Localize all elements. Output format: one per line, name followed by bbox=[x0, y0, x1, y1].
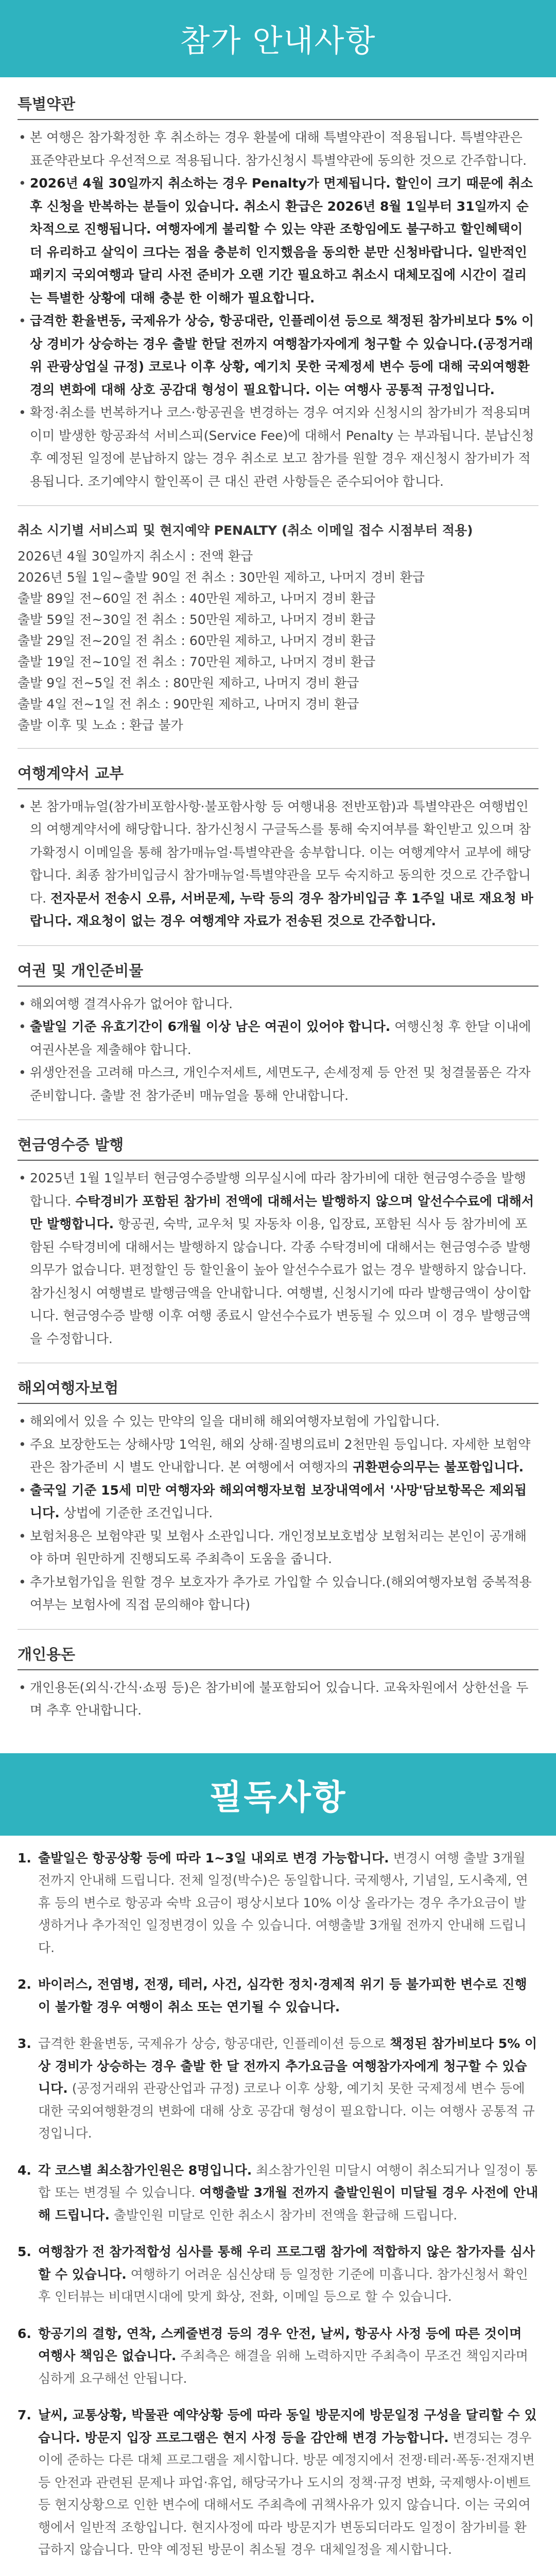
page-title: 참가 안내사항 bbox=[180, 23, 376, 59]
notice-number: 3. bbox=[18, 2036, 31, 2051]
notice-item bbox=[18, 2032, 538, 2145]
notice-number: 5. bbox=[18, 2244, 31, 2259]
body-text: 추가보험가입을 원할 경우 보호자가 추가로 가입할 수 있습니다.(해외여행자보험 중복적용 여부는 보험사에 직접 문의해야 합니다) bbox=[30, 1574, 532, 1612]
body-text: 여행하기 어려운 심신상태 등 일정한 기준에 미흡니다. 참가신청서 확인 후 인터뷰는 비대면시대에 맞게 화상, 전화, 이메일 등으로 할 수 있습니다. bbox=[38, 2266, 528, 2304]
individual-title: 개인용돈 bbox=[18, 1645, 76, 1663]
notice-number: 2. bbox=[18, 1977, 31, 1992]
body-text: 해외여행 결격사유가 없어야 합니다. bbox=[30, 996, 233, 1011]
emphasis-text: 귀환편승의무는 불포함입니다. bbox=[352, 1460, 524, 1475]
notice-text bbox=[38, 1847, 538, 1959]
divider bbox=[18, 1160, 538, 1161]
body-text: 상법에 기준한 조건입니다. bbox=[59, 1505, 213, 1520]
penalty-list bbox=[18, 546, 538, 736]
notice-text bbox=[38, 2159, 538, 2227]
list-item bbox=[18, 126, 538, 172]
emphasis-text: 2026년 4월 30일까지 취소하는 경우 Penalty가 면제됩니다. 할인이 크기 때문에 취소 후 신청을 반복하는 분들이 있습니다. 취소시 환급은 2026년 8월 1일부터 31일까지 순차적으로 진행됩니다. 여행자에게 불리할 수 있는 약관 조항임에도 불구하고 할인혜택이 더 유리하고 살익이 크다는 점을 충분히 인지했음을 동의한 분만 신청바랍니다. 일반적인 패키지 국외여행과 달리 사전 준비가 오랜 기간 필요하고 취소시 대체모집에 시간이 걸리는 특별한 상황에 대해 충분 한 이해가 필요합니다. bbox=[30, 176, 533, 306]
divider bbox=[18, 945, 538, 946]
guide-content bbox=[0, 77, 556, 1722]
passport-list bbox=[18, 993, 538, 1108]
list-item bbox=[18, 310, 538, 401]
list-item bbox=[18, 795, 538, 933]
body-text: 위생안전을 고려해 마스크, 개인수저세트, 세면도구, 손세정제 등 안전 및 청결물품은 각자 준비합니다. 출발 전 참가준비 매뉴얼을 통해 안내합니다. bbox=[30, 1065, 531, 1103]
body-text: 본 참가매뉴얼(참가비포함사항·불포함사항 등 여행내용 전반포함)과 특별약관은 여행법인의 여행계약서에 해당합니다. 참가신청시 구글독스를 통해 숙지여부를 확인받고 있으며 참가확정시 이메일을 통해 참가매뉴얼·특별약관을 송부합니다. 이는 여행계약서 교부에 해당합니다. 최종 참가비입금시 참가매뉴얼·특별약관을 모두 숙지하고 동의한 것으로 간주합니다. bbox=[30, 799, 531, 906]
individual-list bbox=[18, 1676, 538, 1722]
emphasis-text: 수탁경비가 포함된 참가비 전액에 대해서는 발행하지 않으며 알선수수료에 대해서만 발행합니다. bbox=[30, 1193, 534, 1231]
emphasis-text: 날씨, 교통상황, 박물관 예약상황 등에 따라 동일 방문지에 방문일정 구성을 달리할 수 있습니다. 방문지 입장 프로그램은 현지 사정 등을 감안해 변경 가능합니다. bbox=[38, 2408, 537, 2445]
penalty-row: 출발 이후 및 노쇼 : 환급 불가 bbox=[18, 717, 183, 733]
special-terms-list bbox=[18, 126, 538, 493]
notice-text bbox=[38, 2241, 538, 2308]
passport-title: 여권 및 개인준비물 bbox=[18, 961, 144, 979]
list-item bbox=[18, 172, 538, 310]
divider bbox=[18, 505, 538, 506]
body-text: 변경되는 경우 이에 준하는 다른 대체 프로그램을 제시합니다. 방문 예정지에서 전쟁·테러·폭동·전재지변 등 안전과 관련된 문제나 파업·휴업, 해당국가나 도시의 정책·규정 변화, 국제행사·이벤트 등 현지상황으로 인한 변수에 대해서도 주최측에 귀책사유가 있지 않습니다. 이는 국외여행에서 일반적 조항입니다. 현지사정에 따라 방문지가 변동되더라도 일정이 참가비를 환급하지 않습니다. 만약 예정된 방문이 취소될 경우 대체일정을 제시합니다. bbox=[38, 2430, 535, 2557]
penalty-row: 2026년 5월 1일~출발 90일 전 취소 : 30만원 제하고, 나머지 경비 환급 bbox=[18, 569, 425, 585]
body-text: 주요 보장한도는 상해사망 1억원, 해외 상해·질병의료비 2천만원 등입니다. 자세한 보험약관은 참가준비 시 별도 안내합니다. 본 여행에서 여행자의 bbox=[30, 1436, 531, 1475]
body-text: 2025년 1월 1일부터 현금영수증발행 의무실시에 따라 참가비에 대한 현금영수증을 발행합니다. bbox=[30, 1171, 526, 1209]
list-item bbox=[18, 1525, 538, 1571]
receipt-title: 현금영수증 발행 bbox=[18, 1136, 124, 1154]
divider bbox=[18, 1403, 538, 1404]
emphasis-text: 급격한 환율변동, 국제유가 상승, 항공대란, 인플레이션 등으로 책정된 참가비보다 5% 이상 경비가 상승하는 경우 출발 한달 전까지 여행참가자에게 청구할 수 있습니다.(공정거래위 관광상업실 규정) 코로나 이후 상황, 예기치 못한 국제정세 변수 등에 대해 국외여행환경의 변화에 대해 상호 공감대 형성이 필요합니다. 이는 여행사 공통적 규정입니다. bbox=[30, 313, 534, 397]
divider bbox=[18, 748, 538, 749]
penalty-row: 출발 4일 전~1일 전 취소 : 90만원 제하고, 나머지 경비 환급 bbox=[18, 696, 359, 711]
emphasis-text: 전자문서 전송시 오류, 서버문제, 누락 등의 경우 참가비입금 후 1주일 내로 재요청 바랍니다. 재요청이 없는 경우 여행계약 자료가 전송된 것으로 간주합니다. bbox=[30, 890, 533, 928]
divider bbox=[18, 1669, 538, 1670]
notice-number: 6. bbox=[18, 2326, 31, 2341]
body-text: 본 여행은 참가확정한 후 취소하는 경우 환불에 대해 특별약관이 적용됩니다. 특별약관은 표준약관보다 우선적으로 적용됩니다. 참가신청시 특별약관에 동의한 것으로 간주합니다. bbox=[30, 130, 527, 168]
body-text: 확정·취소를 번복하거나 코스·항공권을 변경하는 경우 여지와 신청시의 참가비가 적용되며 이미 발생한 항공좌석 서비스피(Service Fee)에 대해서 Penalty 는 부과됩니다. 분납신청 후 예정된 일정에 분납하지 않는 경우 취소로 보고 참가를 원할 경우 재신청시 참가비가 적용됩니다. 조기예약시 할인폭이 큰 대신 관련 사항들은 준수되어야 합니다. bbox=[30, 405, 534, 489]
contract-title: 여행계약서 교부 bbox=[18, 764, 124, 782]
special-terms-title: 특별약관 bbox=[18, 95, 76, 113]
list-item bbox=[18, 993, 538, 1016]
list-item bbox=[18, 1571, 538, 1617]
emphasis-text: 여행출발 3개월 전까지 출발인원이 미달될 경우 사전에 안내해 드립니다. bbox=[38, 2185, 538, 2223]
list-item bbox=[18, 1015, 538, 1061]
notice-number: 4. bbox=[18, 2162, 31, 2178]
notice-number: 7. bbox=[18, 2408, 31, 2422]
emphasis-text: 출국일 기준 15세 미만 여행자와 해외여행자보험 보장내역에서 '사망'담보항목은 제외됩니다. bbox=[30, 1482, 527, 1520]
penalty-title: 취소 시기별 서비스피 및 현지예약 PENALTY (취소 이메일 접수 시점부터 적용) bbox=[18, 523, 473, 538]
emphasis-text: 출발일 기준 유효기간이 6개월 이상 남은 여권이 있어야 합니다. bbox=[30, 1019, 391, 1034]
notice-text bbox=[38, 1973, 538, 2018]
penalty-row: 출발 59일 전~30일 전 취소 : 50만원 제하고, 나머지 경비 환급 bbox=[18, 612, 376, 627]
emphasis-text: 항공기의 결항, 연착, 스케줄변경 등의 경우 안전, 날씨, 항공사 사정 등에 따른 것이며 여행사 책임은 없습니다. bbox=[38, 2326, 522, 2363]
body-text: 주최측은 해결을 위해 노력하지만 주최측이 무조건 책임지라며 심하게 요구해선 안됩니다. bbox=[38, 2348, 528, 2386]
penalty-row: 출발 89일 전~60일 전 취소 : 40만원 제하고, 나머지 경비 환급 bbox=[18, 590, 376, 606]
penalty-row: 출발 9일 전~5일 전 취소 : 80만원 제하고, 나머지 경비 환급 bbox=[18, 675, 359, 690]
body-text: 급격한 환율변동, 국제유가 상승, 항공대란, 인플레이션 등으로 bbox=[38, 2036, 390, 2051]
body-text: 여행신청 후 한달 이내에 여권사본을 제출해야 합니다. bbox=[30, 1019, 531, 1057]
list-item bbox=[18, 1410, 538, 1433]
divider bbox=[18, 788, 538, 789]
emphasis-text: 출발일은 항공상황 등에 따라 1~3일 내외로 변경 가능합니다. bbox=[38, 1850, 389, 1866]
divider bbox=[18, 986, 538, 987]
contract-list bbox=[18, 795, 538, 933]
notice-title: 필독사항 bbox=[209, 1777, 347, 1817]
notice-banner bbox=[0, 1753, 556, 1836]
insurance-list bbox=[18, 1410, 538, 1617]
list-item bbox=[18, 1433, 538, 1479]
body-text: 최소참가인원 미달시 여행이 취소되거나 일정이 통합 또는 변경될 수 있습니다. bbox=[38, 2162, 538, 2200]
list-item bbox=[18, 401, 538, 493]
body-text: 출발인원 미달로 인한 취소시 참가비 전액을 환급해 드립니다. bbox=[109, 2207, 458, 2223]
emphasis-text: 바이러스, 전염병, 전쟁, 테러, 사건, 심각한 정치·경제적 위기 등 불가피한 변수로 진행이 불가할 경우 여행이 취소 또는 연기될 수 있습니다. bbox=[38, 1977, 527, 2014]
emphasis-text: 각 코스별 최소참가인원은 8명입니다. bbox=[38, 2162, 252, 2178]
notice-item bbox=[18, 2404, 538, 2561]
notice-item bbox=[18, 2241, 538, 2308]
emphasis-text: 여행참가 전 참가적합성 심사를 통해 우리 프로그램 참가에 적합하지 않은 참가자를 심사할 수 있습니다. bbox=[38, 2244, 535, 2282]
body-text: 보험처용은 보험약관 및 보험사 소관입니다. 개인정보보호법상 보험처리는 본인이 공개해야 하며 원만하게 진행되도록 주최측이 도움을 줍니다. bbox=[30, 1528, 527, 1566]
notice-number: 1. bbox=[18, 1850, 31, 1866]
penalty-row: 출발 19일 전~10일 전 취소 : 70만원 제하고, 나머지 경비 환급 bbox=[18, 654, 376, 669]
list-item bbox=[18, 1167, 538, 1350]
body-text: 항공권, 숙박, 교우처 및 자동차 이용, 입장료, 포함된 식사 등 참가비에 포함된 수탁경비에 대해서는 발행하지 않습니다. 각종 수탁경비에 대해서는 현금영수증 발행 의무가 없습니다. 편정할인 등 할인율이 높아 알선수수료가 없는 경우 발행하지 않습니다. 참가신청시 여행별로 발행금액을 안내합니다. 여행별, 신청시기에 따라 발행금액이 상이합니다. 현금영수증 발행 이후 여행 종료시 알선수수료가 변동될 수 있으며 이 경우 발행금액을 수정합니다. bbox=[30, 1216, 531, 1346]
divider bbox=[18, 119, 538, 120]
list-item bbox=[18, 1061, 538, 1107]
notice-item bbox=[18, 2159, 538, 2227]
notice-item bbox=[18, 2323, 538, 2390]
notice-text bbox=[38, 2323, 538, 2390]
notice-item bbox=[18, 1973, 538, 2018]
penalty-row: 2026년 4월 30일까지 취소시 : 전액 환급 bbox=[18, 548, 253, 564]
insurance-title: 해외여행자보험 bbox=[18, 1379, 119, 1397]
divider bbox=[18, 1629, 538, 1630]
body-text: (공정거래위 관광산업과 규정) 코로나 이후 상황, 예기치 못한 국제정세 변수 등에 대한 국외여행환경의 변화에 대해 상호 공감대 형성이 필요합니다. 이는 여행사 공통적 규정입니다. bbox=[38, 2081, 535, 2141]
receipt-list bbox=[18, 1167, 538, 1350]
notice-text bbox=[38, 2032, 538, 2145]
body-text: 개인용돈(외식·간식·쇼핑 등)은 참가비에 불포함되어 있습니다. 교육차원에서 상한선을 두며 추후 안내합니다. bbox=[30, 1680, 529, 1718]
notice-list bbox=[0, 1836, 556, 2576]
body-text: 해외에서 있을 수 있는 만약의 일을 대비해 해외여행자보험에 가입합니다. bbox=[30, 1414, 440, 1429]
notice-text bbox=[38, 2404, 538, 2561]
list-item bbox=[18, 1479, 538, 1525]
penalty-row: 출발 29일 전~20일 전 취소 : 60만원 제하고, 나머지 경비 환급 bbox=[18, 633, 376, 648]
notice-item bbox=[18, 1847, 538, 1959]
emphasis-text: 책정된 참가비보다 5% 이상 경비가 상승하는 경우 출발 한 달 전까지 추가요금을 여행참가자에게 청구할 수 있습니다. bbox=[38, 2036, 537, 2096]
body-text: 변경시 여행 출발 3개월 전까지 안내해 드립니다. 전체 일정(박수)은 동일합니다. 국제행사, 기념일, 도시축제, 연휴 등의 변수로 항공과 숙박 요금이 평상시보다 10% 이상 올라가는 경우 추가요금이 발생하거나 추가적인 일정변경이 있을 수 있습니다. 여행출발 3개월 전까지 안내해 드립니다. bbox=[38, 1850, 528, 1955]
list-item bbox=[18, 1676, 538, 1722]
title-banner bbox=[0, 0, 556, 77]
